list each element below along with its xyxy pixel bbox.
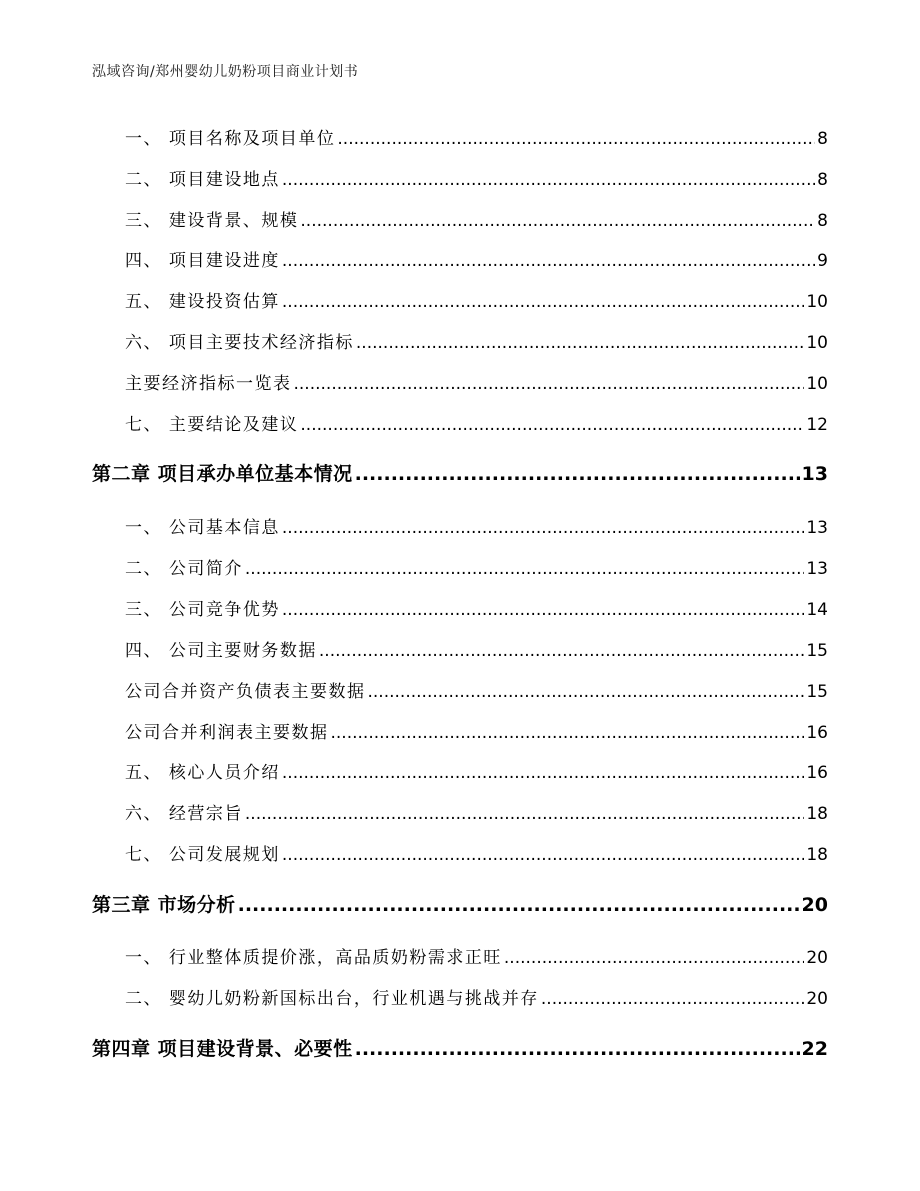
toc-dot-leader (541, 989, 804, 1009)
toc-dot-leader (282, 600, 804, 620)
toc-dot-leader (282, 251, 815, 271)
toc-dot-leader (294, 374, 805, 394)
toc-entry-page: 8 (817, 211, 828, 231)
toc-dot-leader (355, 463, 800, 485)
toc-entry[interactable] (125, 410, 828, 435)
toc-chapter-entry[interactable] (92, 890, 828, 917)
toc-entry-title: 一、 项目名称及项目单位 (125, 129, 336, 149)
toc-dot-leader (300, 211, 815, 231)
toc-entry-page: 10 (806, 374, 828, 394)
toc-entry-title: 一、 公司基本信息 (125, 518, 280, 538)
toc-dot-leader (282, 170, 815, 190)
toc-dot-leader (356, 333, 804, 353)
toc-entry-page: 16 (806, 763, 828, 783)
toc-entry-title: 二、 项目建设地点 (125, 170, 280, 190)
toc-entry-page: 10 (806, 292, 828, 312)
toc-entry-page: 10 (806, 333, 828, 353)
toc-dot-leader (355, 1038, 800, 1060)
toc-entry-title: 公司合并利润表主要数据 (125, 723, 329, 743)
toc-chapter-entry[interactable] (92, 1034, 828, 1061)
toc-entry-page: 16 (806, 723, 828, 743)
toc-entry[interactable] (125, 206, 828, 231)
toc-entry-title: 四、 公司主要财务数据 (125, 641, 317, 661)
toc-entry[interactable] (125, 287, 828, 312)
toc-entry-page: 18 (806, 804, 828, 824)
toc-entry-title: 二、 公司简介 (125, 559, 243, 579)
toc-chapter-page: 13 (801, 463, 828, 485)
toc-entry[interactable] (125, 124, 828, 149)
toc-entry-title: 七、 主要结论及建议 (125, 415, 299, 435)
toc-entry-title: 五、 建设投资估算 (125, 292, 280, 312)
toc-dot-leader (368, 682, 805, 702)
toc-entry-title: 一、 行业整体质提价涨，高品质奶粉需求正旺 (125, 948, 502, 968)
toc-entry[interactable] (125, 328, 828, 353)
toc-entry-page: 13 (806, 518, 828, 538)
toc-entry-page: 12 (806, 415, 828, 435)
toc-entry[interactable] (125, 165, 828, 190)
toc-entry-page: 13 (806, 559, 828, 579)
toc-dot-leader (331, 723, 805, 743)
toc-entry[interactable] (125, 758, 828, 783)
toc-dot-leader (337, 129, 815, 149)
toc-entry-page: 9 (817, 251, 828, 271)
toc-dot-leader (282, 518, 804, 538)
toc-entry-page: 20 (806, 989, 828, 1009)
toc-chapter-page: 22 (801, 1038, 828, 1060)
toc-entry[interactable] (125, 840, 828, 865)
toc-dot-leader (319, 641, 804, 661)
toc-entry-title: 四、 项目建设进度 (125, 251, 280, 271)
toc-dot-leader (238, 894, 800, 916)
toc-chapter-title: 第四章 项目建设背景、必要性 (92, 1038, 353, 1060)
toc-entry-page: 8 (817, 170, 828, 190)
toc-entry-title: 二、 婴幼儿奶粉新国标出台，行业机遇与挑战并存 (125, 989, 539, 1009)
toc-entry[interactable] (125, 677, 828, 702)
toc-entry[interactable] (125, 943, 828, 968)
toc-entry[interactable] (125, 246, 828, 271)
toc-entry-page: 8 (817, 129, 828, 149)
toc-chapter-page: 20 (801, 894, 828, 916)
toc-entry-title: 七、 公司发展规划 (125, 845, 280, 865)
toc-entry-title: 五、 核心人员介绍 (125, 763, 280, 783)
toc-dot-leader (282, 292, 804, 312)
toc-entry-page: 18 (806, 845, 828, 865)
toc-entry[interactable] (125, 636, 828, 661)
toc-dot-leader (300, 415, 804, 435)
toc-entry-page: 14 (806, 600, 828, 620)
toc-entry[interactable] (125, 984, 828, 1009)
toc-entry-page: 20 (806, 948, 828, 968)
toc-dot-leader (504, 948, 804, 968)
running-header: 泓域咨询/郑州婴幼儿奶粉项目商业计划书 (92, 64, 359, 80)
toc-chapter-entry[interactable] (92, 459, 828, 486)
toc-dot-leader (245, 804, 804, 824)
toc-entry[interactable] (125, 369, 828, 394)
toc-entry-title: 三、 建设背景、规模 (125, 211, 299, 231)
toc-entry-title: 主要经济指标一览表 (125, 374, 292, 394)
toc-entry-title: 六、 项目主要技术经济指标 (125, 333, 354, 353)
toc-entry[interactable] (125, 554, 828, 579)
toc-dot-leader (282, 845, 804, 865)
toc-entry-title: 六、 经营宗旨 (125, 804, 243, 824)
toc-entry[interactable] (125, 799, 828, 824)
toc-entry[interactable] (125, 513, 828, 538)
toc-chapter-title: 第二章 项目承办单位基本情况 (92, 463, 353, 485)
toc-entry[interactable] (125, 718, 828, 743)
toc-entry-title: 公司合并资产负债表主要数据 (125, 682, 366, 702)
toc-entry-title: 三、 公司竞争优势 (125, 600, 280, 620)
toc-chapter-title: 第三章 市场分析 (92, 894, 236, 916)
toc-dot-leader (245, 559, 804, 579)
toc-entry-page: 15 (806, 641, 828, 661)
toc-entry[interactable] (125, 595, 828, 620)
toc-entry-page: 15 (806, 682, 828, 702)
toc-dot-leader (282, 763, 804, 783)
